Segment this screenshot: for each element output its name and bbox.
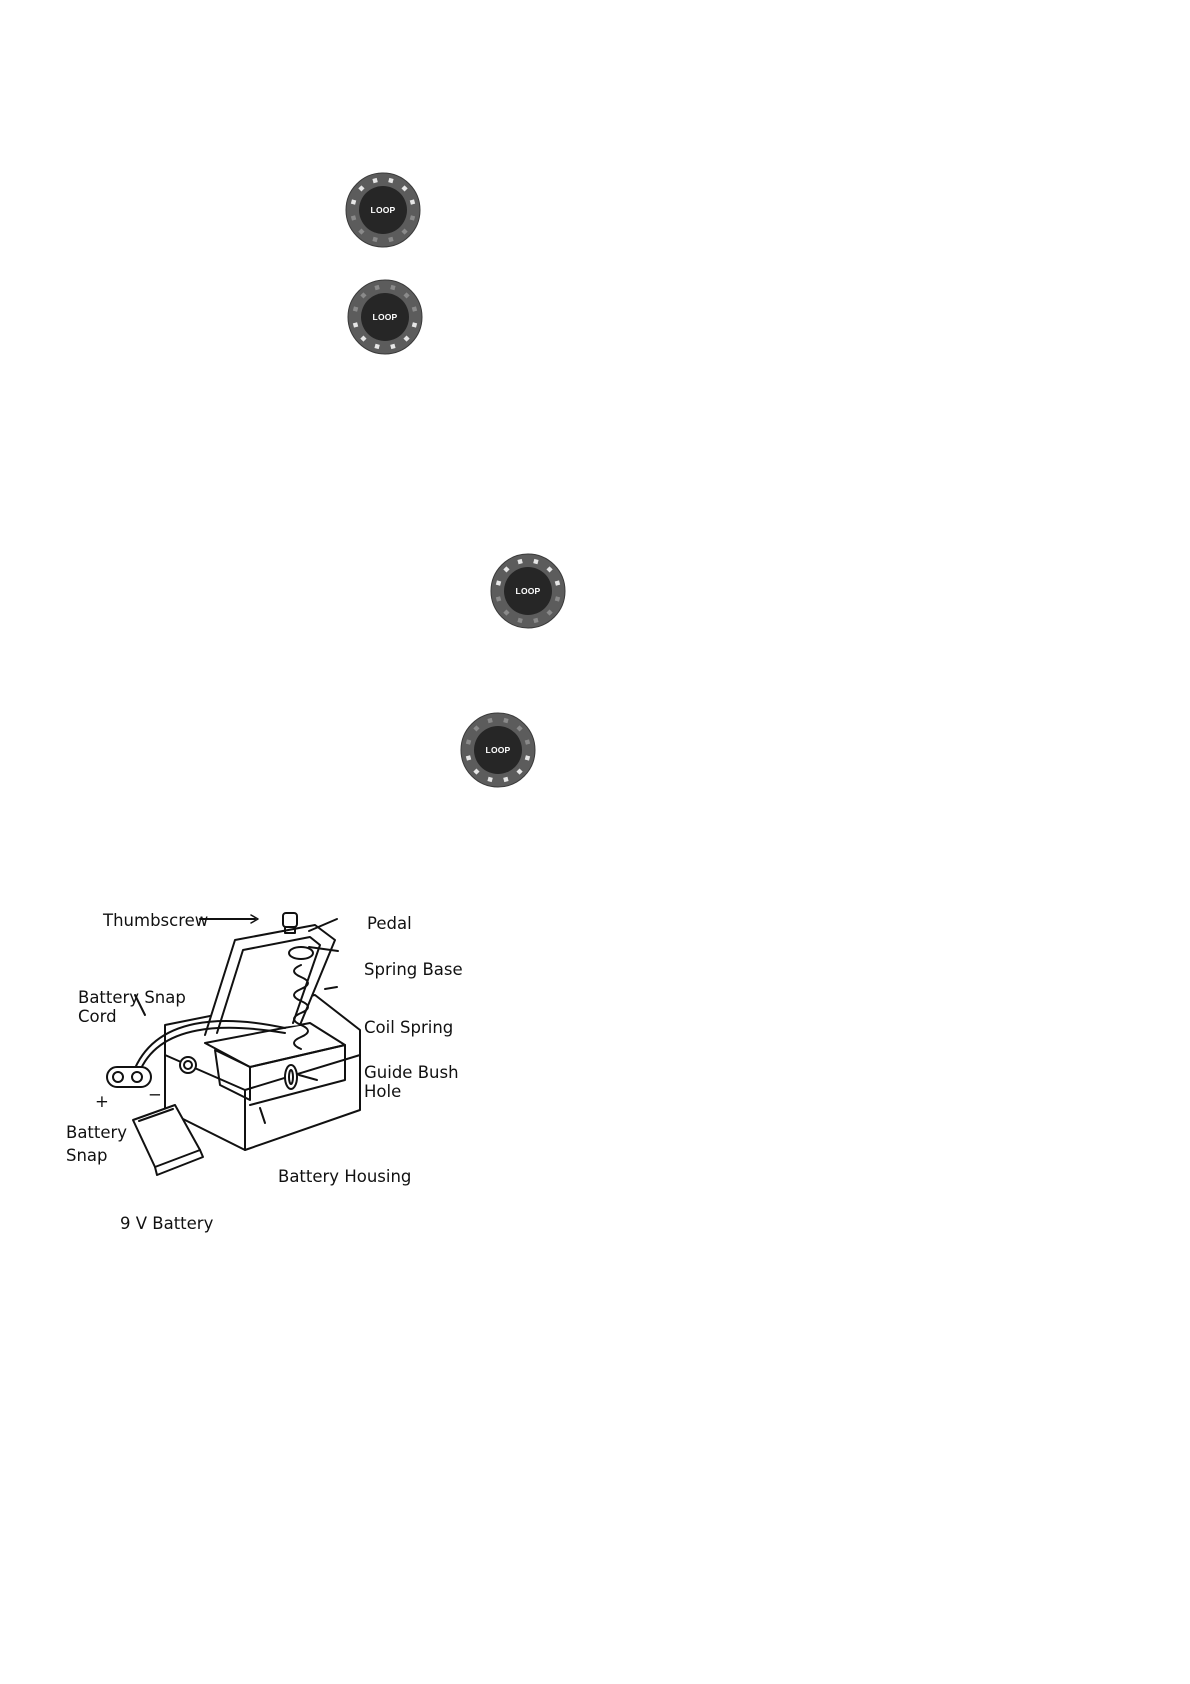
label-thumbscrew: Thumbscrew <box>103 911 209 930</box>
label-battery-housing: Battery Housing <box>278 1167 412 1186</box>
label-coil-spring: Coil Spring <box>364 1018 454 1037</box>
loop-button-2-label: LOOP <box>372 312 398 322</box>
loop-button-1-icon <box>345 172 421 248</box>
loop-button-4 <box>460 712 536 788</box>
label-minus: − <box>148 1085 162 1104</box>
loop-button-3 <box>490 553 566 629</box>
label-battery-snap: Battery Snap <box>66 1123 128 1165</box>
loop-button-2 <box>347 279 423 355</box>
label-battery-snap-cord: Battery Snap Cord <box>78 988 186 1026</box>
loop-button-4-icon <box>460 712 536 788</box>
label-spring-base: Spring Base <box>364 960 463 979</box>
loop-button-3-label: LOOP <box>515 586 541 596</box>
loop-button-2-icon <box>347 279 423 355</box>
label-guide-bush-hole: Guide Bush Hole <box>364 1063 459 1101</box>
label-plus: + <box>95 1092 109 1111</box>
label-pedal: Pedal <box>367 914 412 933</box>
loop-button-1-label: LOOP <box>370 205 396 215</box>
loop-button-4-label: LOOP <box>485 745 511 755</box>
label-9v-battery: 9 V Battery <box>120 1214 214 1233</box>
loop-button-3-icon <box>490 553 566 629</box>
loop-button-1 <box>345 172 421 248</box>
